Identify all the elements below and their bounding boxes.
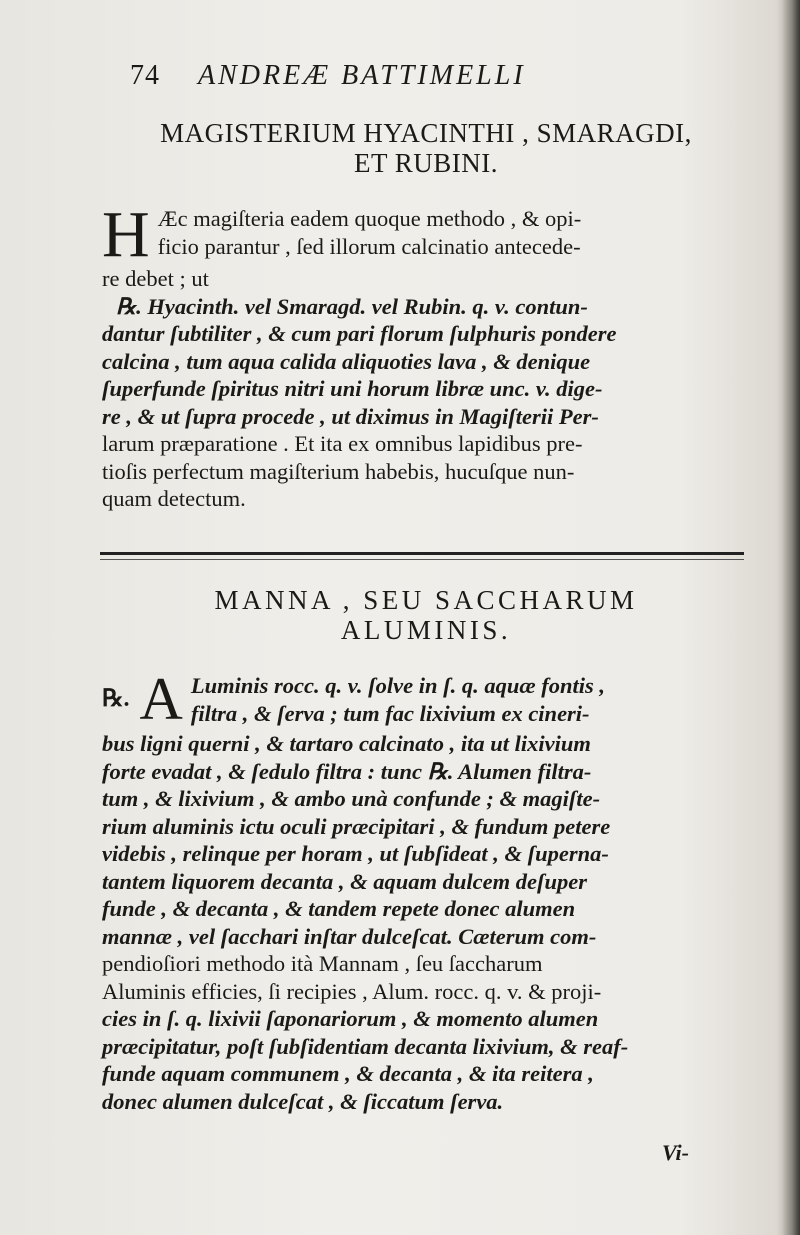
drop-cap	[102, 666, 183, 732]
text-line: pendioſiori methodo ità Mannam , ſeu ſaccharum	[102, 951, 543, 976]
title-line: MANNA , SEU SACCHARUM	[214, 585, 638, 615]
paragraph-magisterium	[102, 198, 750, 513]
section-divider	[100, 552, 744, 560]
title-line: MAGISTERIUM HYACINTHI , SMARAGDI,	[160, 118, 692, 148]
recipe-text: tum , & lixivium , & ambo unà confunde ; & magiſte-	[102, 786, 601, 811]
text-line	[102, 403, 750, 431]
author-name: ANDREÆ BATTIMELLI	[198, 60, 526, 91]
text-line	[102, 320, 750, 348]
title-line: ET RUBINI.	[354, 148, 498, 178]
text-line: Æc magiſteria eadem quoque methodo , & opi-	[157, 206, 582, 231]
recipe-text: tantem liquorem decanta , & aquam dulcem deſuper	[102, 868, 587, 894]
text-line	[102, 1005, 750, 1033]
recipe-text: donec alumen dulceſcat , & ſiccatum ſerva.	[102, 1088, 504, 1114]
section-title-manna	[96, 585, 756, 645]
text-line	[102, 700, 750, 728]
text-line	[102, 868, 750, 896]
page-spine-shadow	[782, 0, 800, 1235]
text-line	[102, 1088, 750, 1116]
text-line: re debet ; ut	[102, 266, 209, 291]
recipe-text: ſuperfunde ſpiritus nitri uni horum libræ unc. v. dige-	[102, 376, 603, 401]
text-line	[102, 375, 750, 403]
recipe-text: re , & ut ſupra procede , ut diximus in Magiſterii Per-	[102, 403, 599, 429]
section-title-magisterium	[96, 118, 756, 178]
recipe-text: cies in ſ. q. lixivii ſaponariorum , & momento alumen	[102, 1006, 599, 1031]
text-line	[102, 923, 750, 951]
recipe-text: forte evadat , & ſedulo filtra : tunc ℞. Alumen filtra-	[102, 758, 592, 784]
paragraph-manna	[102, 666, 750, 1115]
drop-cap: H	[102, 198, 150, 271]
text-line	[102, 672, 750, 700]
recipe-symbol: ℞.	[102, 686, 130, 712]
text-line: quam detectum.	[102, 486, 246, 511]
text-line: Aluminis efficies, ſi recipies , Alum. rocc. q. v. & proji-	[102, 978, 602, 1004]
text-line: tioſis perfectum magiſterium habebis, hucuſque nun-	[102, 458, 575, 484]
recipe-text: bus ligni querni , & tartaro calcinato , ita ut lixivium	[102, 731, 591, 756]
recipe-text: calcina , tum aqua calida aliquoties lava , & denique	[102, 348, 591, 374]
text-line	[102, 730, 750, 758]
text-line	[102, 813, 750, 841]
text-line	[102, 840, 750, 868]
text-line	[102, 1060, 750, 1088]
text-line	[102, 348, 750, 376]
text-line	[102, 1033, 750, 1061]
recipe-text: mannæ , vel ſacchari inſtar dulceſcat. Cæterum com-	[102, 923, 597, 949]
text-line	[102, 895, 750, 923]
recipe-text: funde aquam communem , & decanta , & ita reitera ,	[102, 1061, 594, 1086]
text-line	[102, 785, 750, 813]
catchword: Vi-	[662, 1140, 689, 1165]
drop-cap-letter: A	[139, 666, 183, 732]
recipe-text: funde , & decanta , & tandem repete donec alumen	[102, 896, 576, 921]
recipe-text: dantur ſubtiliter , & cum pari florum ſulphuris pondere	[102, 321, 617, 346]
text-line	[102, 758, 750, 786]
recipe-text: Luminis rocc. q. v. ſolve in ſ. q. aquæ fontis ,	[190, 673, 606, 698]
title-line: ALUMINIS.	[340, 615, 512, 645]
recipe-text: videbis , relinque per horam , ut ſubſideat , & ſuperna-	[102, 841, 609, 866]
running-head	[130, 60, 650, 92]
recipe-text: præcipitatur, poſt ſubſidentiam decanta lixivium, & reaf-	[102, 1033, 629, 1059]
recipe-text: ℞. Hyacinth. vel Smaragd. vel Rubin. q. v. contun-	[116, 293, 588, 319]
text-line: larum præparatione . Et ita ex omnibus lapidibus pre-	[102, 431, 583, 456]
page-number: 74	[130, 60, 160, 91]
recipe-text: rium aluminis ictu oculi præcipitari , & fundum petere	[102, 813, 611, 839]
text-line	[102, 293, 750, 321]
recipe-text: filtra , & ſerva ; tum fac lixivium ex cineri-	[190, 700, 590, 726]
text-line: ficio parantur , ſed illorum calcinatio antecede-	[157, 233, 581, 259]
